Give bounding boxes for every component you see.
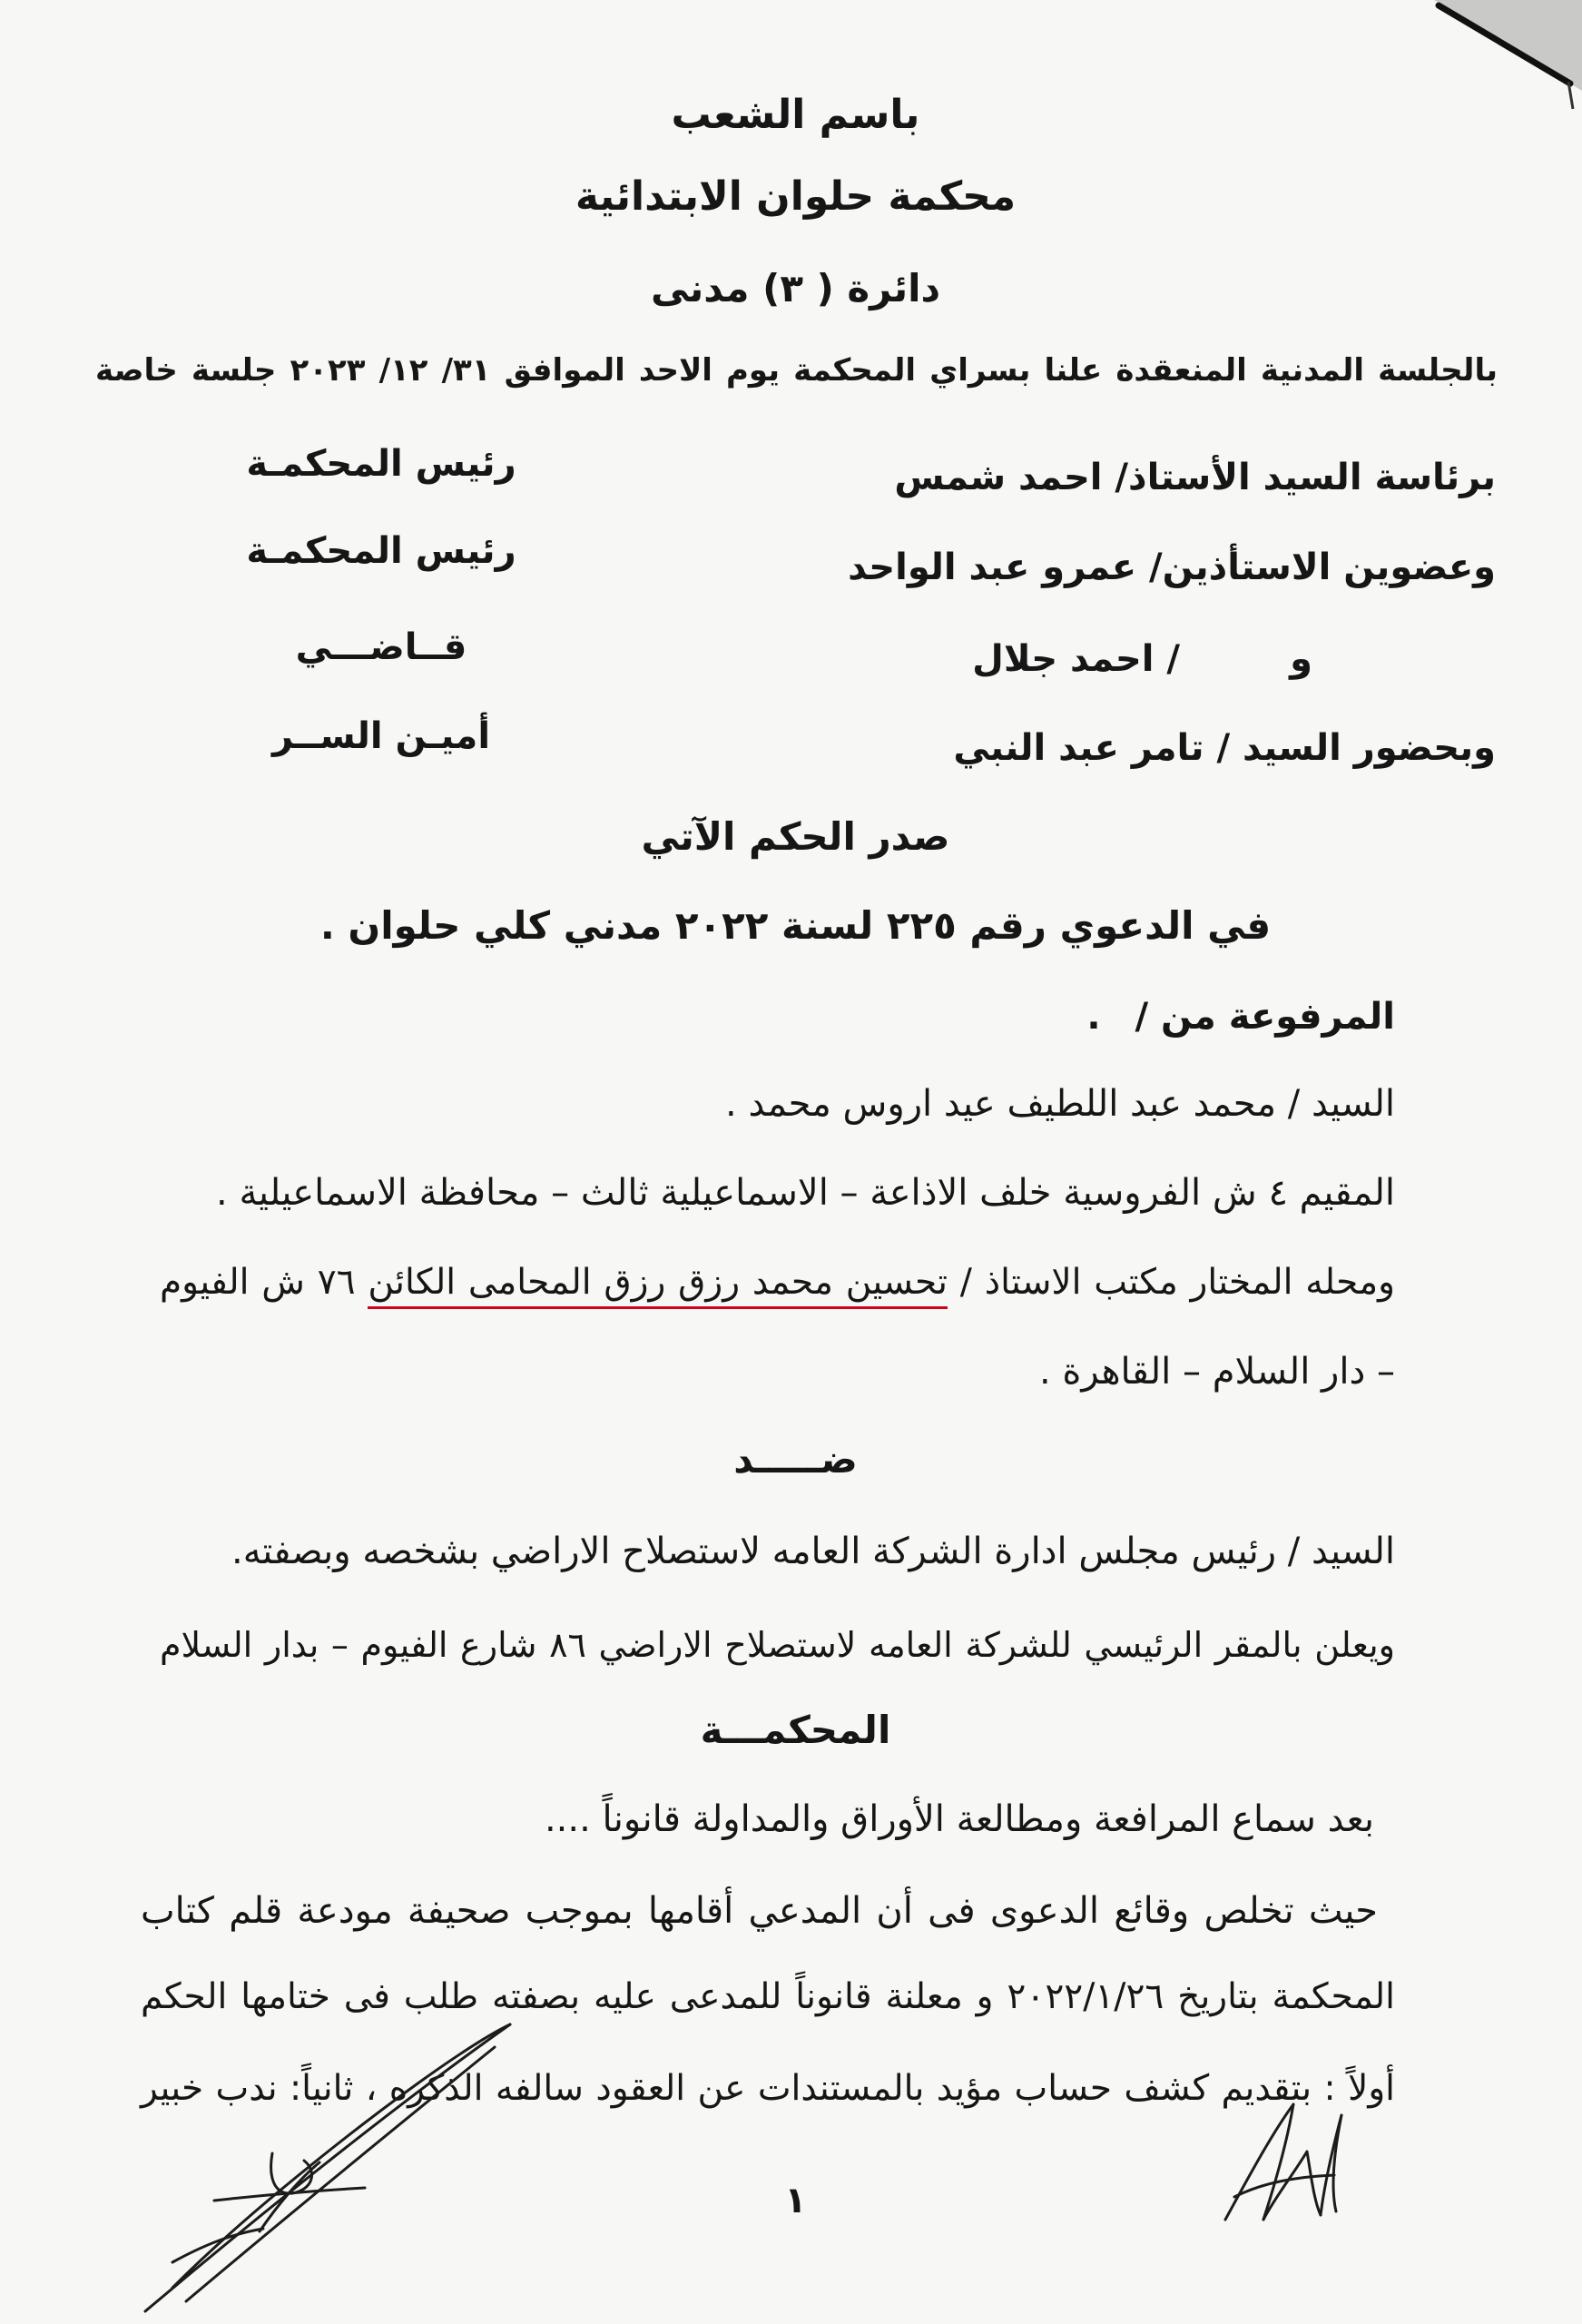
case-number-line: في الدعوي رقم ٢٢٥ لسنة ٢٠٢٢ مدني كلي حلوان . bbox=[319, 903, 1272, 948]
court-clerk: وبحضور السيد / تامر عبد النبي bbox=[953, 727, 1496, 769]
session-line: بالجلسة المدنية المنعقدة علنا بسراي المحكمة يوم الاحد الموافق ٣١/ ١٢/ ٢٠٢٣ جلسة خاصة bbox=[95, 352, 1498, 389]
member-judge-1: وعضوين الاستأذين/ عمرو عبد الواحد bbox=[848, 547, 1496, 588]
member-2-title: قــاضـــي bbox=[295, 626, 467, 668]
plaintiff-heading-dot: . bbox=[1086, 996, 1101, 1038]
judgment-issued: صدر الحكم الآتي bbox=[641, 814, 950, 859]
underlined-lawyer-name: تحسين محمد رزق رزق المحامى الكائن bbox=[368, 1262, 948, 1309]
member-1-title: رئيس المحكمـة bbox=[246, 530, 516, 572]
body-line: المحكمة بتاريخ ٢٠٢٢/١/٢٦ و معلنة قانوناً للمدعى عليه بصفته طلب فى ختامها الحكم bbox=[141, 1976, 1395, 2017]
defendant-service-address: ويعلن بالمقر الرئيسي للشركة العامه لاستصلاح الاراضي ٨٦ شارع الفيوم – بدار السلام bbox=[160, 1625, 1395, 1665]
reasoning-preamble: بعد سماع المرافعة ومطالعة الأوراق والمداولة قانوناً .... bbox=[544, 1798, 1374, 1840]
presiding-judge: برئاسة السيد الأستاذ/ احمد شمس bbox=[894, 457, 1496, 498]
circuit-name: دائرة ( ٣) مدنى bbox=[650, 266, 941, 310]
plaintiff-residence: المقيم ٤ ش الفروسية خلف الاذاعة – الاسماعيلية ثالث – محافظة الاسماعيلية . bbox=[216, 1172, 1395, 1214]
plaintiff-heading: المرفوعة من / bbox=[1135, 996, 1395, 1038]
presiding-title: رئيس المحكمـة bbox=[246, 443, 516, 485]
body-line: حيث تخلص وقائع الدعوى فى أن المدعي أقامها بموجب صحيفة مودعة قلم كتاب bbox=[141, 1890, 1378, 1932]
plaintiff-chosen-domicile bbox=[160, 1254, 1395, 1312]
body-line: أولاً : بتقديم كشف حساب مؤيد بالمستندات عن العقود سالفه الذكره ، ثانياً: ندب خبير bbox=[141, 2068, 1395, 2109]
domicile-prefix: ومحله المختار مكتب الاستاذ / bbox=[947, 1262, 1395, 1303]
domicile-suffix: ٧٦ ش الفيوم bbox=[160, 1262, 368, 1303]
member-judge-2: / احمد جلال bbox=[972, 638, 1180, 680]
invocation-heading: باسم الشعب bbox=[671, 92, 920, 138]
versus-heading: ضـــــد bbox=[733, 1437, 858, 1482]
court-name: محكمة حلوان الابتدائية bbox=[575, 173, 1017, 220]
page-number: ١ bbox=[784, 2180, 807, 2221]
clerk-title: أميـن الســر bbox=[271, 715, 491, 757]
member-conjunction: و bbox=[1290, 638, 1312, 680]
plaintiff-name: السيد / محمد عبد اللطيف عيد اروس محمد . bbox=[725, 1083, 1395, 1125]
defendant-name: السيد / رئيس مجلس ادارة الشركة العامه لاستصلاح الاراضي بشخصه وبصفته. bbox=[231, 1531, 1395, 1572]
plaintiff-domicile-continued: – دار السلام – القاهرة . bbox=[1039, 1351, 1395, 1393]
reasoning-heading: المحكمـــة bbox=[700, 1708, 891, 1752]
